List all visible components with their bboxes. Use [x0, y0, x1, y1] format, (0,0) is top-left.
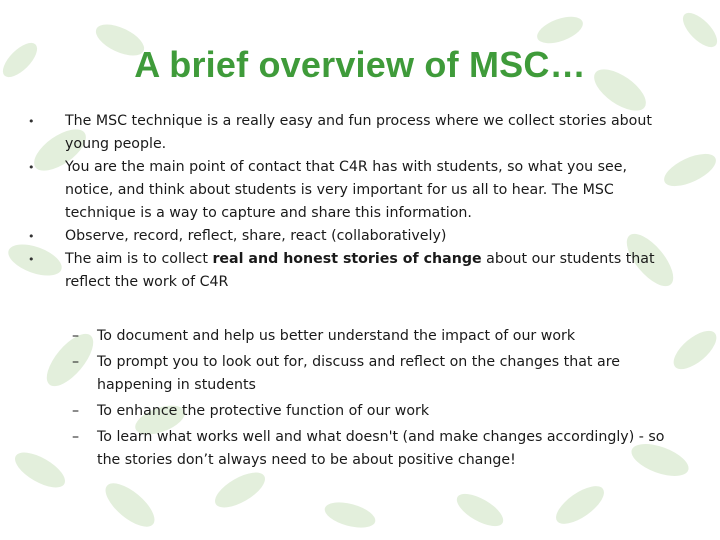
list-item [72, 426, 672, 472]
bullet-text-suffix: about our students that reflect the work of C4R [65, 251, 655, 290]
sub-bullet-text: To enhance the protective function of our work [97, 403, 430, 419]
main-bullet-list [28, 110, 678, 294]
sub-bullet-list [72, 325, 672, 475]
sub-bullet-text: To prompt you to look out for, discuss and reflect on the changes that are happening in students [97, 354, 620, 393]
list-item [28, 156, 678, 225]
bullet-marker: • [28, 161, 35, 174]
bullet-marker: • [28, 253, 35, 266]
list-item [28, 248, 678, 294]
dash-marker: – [72, 328, 80, 344]
list-item [28, 225, 678, 248]
slide-title: A brief overview of MSC… [134, 44, 586, 85]
bullet-marker: • [28, 230, 35, 243]
bullet-marker: • [28, 115, 35, 128]
sub-bullet-text: To document and help us better understand the impact of our work [97, 328, 576, 344]
list-item [72, 351, 672, 397]
dash-marker: – [72, 354, 80, 370]
dash-marker: – [72, 429, 80, 445]
bullet-text-prefix: The aim is to collect [65, 251, 213, 267]
bullet-text: The MSC technique is a really easy and fun process where we collect stories about young people. [65, 113, 652, 152]
list-item [72, 400, 672, 423]
bullet-text-emphasis: real and honest stories of change [212, 251, 482, 267]
bullet-text: Observe, record, reflect, share, react (collaboratively) [65, 228, 447, 244]
list-item [28, 110, 678, 156]
dash-marker: – [72, 403, 80, 419]
bullet-text: You are the main point of contact that C4R has with students, so what you see, notice, and think about students is very important for us all to hear. The MSC technique is a way to capture and share this information. [65, 159, 627, 221]
list-item [72, 325, 672, 348]
sub-bullet-text: To learn what works well and what doesn't (and make changes accordingly) - so the stories don’t always need to be about positive change! [97, 429, 665, 468]
